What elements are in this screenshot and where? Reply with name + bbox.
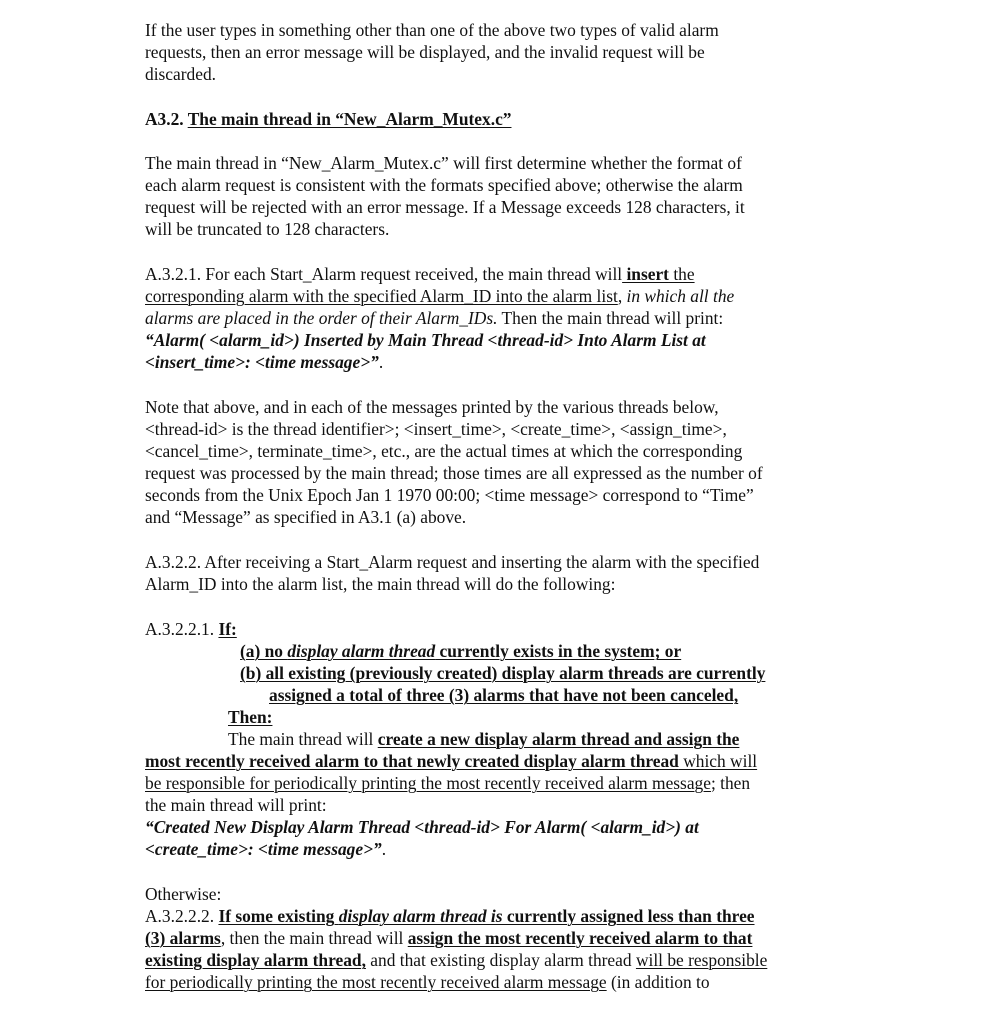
s3221-bold-2: most recently received alarm to that newly created display alarm thread	[145, 751, 679, 771]
note-line-5: seconds from the Unix Epoch Jan 1 1970 00:00; <time message> correspond to “Time”	[145, 485, 754, 505]
intro-line-3: discarded.	[145, 64, 216, 84]
s321-line-2	[145, 285, 734, 307]
note-line-4: request was processed by the main thread; those times are all expressed as the number of	[145, 463, 763, 483]
otherwise-label: Otherwise:	[145, 884, 222, 904]
s3221-underline-3: be responsible for periodically printing the most recently received alarm message	[145, 773, 711, 793]
s3222-line-4	[145, 971, 710, 993]
s321-period: .	[378, 352, 384, 372]
cond-a-3: currently exists in the system; or	[435, 641, 682, 661]
s3221-period: .	[381, 839, 387, 859]
s3221-underline-2: which will	[678, 751, 758, 771]
s3221-if: If:	[218, 619, 237, 639]
s321-line-3	[145, 307, 723, 329]
s3221-line-3	[145, 772, 750, 794]
s3222-b1: If some existing	[218, 906, 339, 926]
s321-italic: in which all the	[626, 286, 735, 306]
s3221-text-3: ; then	[710, 773, 751, 793]
s3222-u3: will be responsible	[635, 950, 768, 970]
heading-title: The main thread in “New_Alarm_Mutex.c”	[187, 109, 512, 129]
s3221-line-4: the main thread will print:	[145, 795, 327, 815]
s321-italic-2: alarms are placed in the order of their Alarm_IDs.	[145, 308, 498, 328]
s321-text: A.3.2.1. For each Start_Alarm request received, the main thread will	[145, 264, 623, 284]
s3221-cond-a	[240, 640, 681, 662]
main-line-1: The main thread in “New_Alarm_Mutex.c” will first determine whether the format of	[145, 153, 742, 173]
s321-comma: ,	[617, 286, 627, 306]
s321-message: “Alarm( <alarm_id>) Inserted by Main Thread <thread-id> Into Alarm List at	[145, 330, 706, 350]
s3222-b3: existing display alarm thread,	[145, 950, 366, 970]
cond-b-1: (b) all existing (previously created) display alarm threads are currently	[240, 663, 766, 683]
note-line-3: <cancel_time>, terminate_time>, etc., are the actual times at which the corresponding	[145, 441, 743, 461]
s3222-line-2	[145, 927, 752, 949]
s3222-b2: (3) alarms	[145, 928, 221, 948]
s321-message-2: <insert_time>: <time message>”	[145, 352, 379, 372]
s3221-message: “Created New Display Alarm Thread <thread-id> For Alarm( <alarm_id>) at	[145, 817, 699, 837]
note-line-6: and “Message” as specified in A3.1 (a) above.	[145, 507, 467, 527]
intro-line-1: If the user types in something other than one of the above two types of valid alarm	[145, 20, 719, 40]
s321-text-2: Then the main thread will print:	[497, 308, 724, 328]
note-line-2: <thread-id> is the thread identifier>; <insert_time>, <create_time>, <assign_time>,	[145, 419, 727, 439]
s321-insert: insert	[622, 264, 669, 284]
s3222-text-2: , then the main thread will	[220, 928, 408, 948]
s3222-text-3: and that existing display alarm thread	[365, 950, 632, 970]
s321-line-4	[145, 329, 706, 351]
section-heading	[145, 108, 511, 130]
s321-line-1	[145, 263, 695, 285]
s3221-line-5	[145, 816, 699, 838]
s3221-cond-b	[240, 662, 765, 684]
heading-number: A3.2.	[145, 109, 188, 129]
s3221-line-6	[145, 838, 386, 860]
s3221-bold-1: create a new display alarm thread and assign the	[377, 729, 740, 749]
s3222-label: A.3.2.2.2.	[145, 906, 219, 926]
s3222-u4: for periodically printing the most recently received alarm message	[145, 972, 607, 992]
s321-underlined: corresponding alarm with the specified Alarm_ID into the alarm list	[145, 286, 618, 306]
intro-line-2: requests, then an error message will be displayed, and the invalid request will be	[145, 42, 705, 62]
s3221-then	[228, 706, 272, 728]
s3222-b1-end: currently assigned less than three	[502, 906, 755, 926]
s322-line-1: A.3.2.2. After receiving a Start_Alarm request and inserting the alarm with the specified	[145, 552, 760, 572]
s3221-line-1	[228, 728, 739, 750]
s3221-message-2: <create_time>: <time message>”	[145, 839, 382, 859]
main-line-4: will be truncated to 128 characters.	[145, 219, 390, 239]
s3222-text-4: (in addition to	[606, 972, 710, 992]
s321-line-5	[145, 351, 383, 373]
s3221-cond-b-2	[269, 684, 738, 706]
cond-a-1: (a) no	[240, 641, 288, 661]
cond-b-2: assigned a total of three (3) alarms that have not been canceled,	[269, 685, 739, 705]
s3222-b1-italic: display alarm thread is	[338, 906, 503, 926]
s3221-label-line	[145, 618, 237, 640]
s3221-label: A.3.2.2.1.	[145, 619, 219, 639]
s3222-line-3	[145, 949, 767, 971]
s3222-b2-end: assign the most recently received alarm to that	[407, 928, 753, 948]
s321-the: the	[668, 264, 695, 284]
cond-a-2: display alarm thread	[287, 641, 436, 661]
s322-line-2: Alarm_ID into the alarm list, the main thread will do the following:	[145, 574, 616, 594]
s3221-line-2	[145, 750, 757, 772]
s3221-text-1: The main thread will	[228, 729, 378, 749]
main-line-3: request will be rejected with an error message. If a Message exceeds 128 characters, it	[145, 197, 745, 217]
note-line-1: Note that above, and in each of the messages printed by the various threads below,	[145, 397, 719, 417]
s3222-line-1	[145, 905, 755, 927]
then-label: Then:	[228, 707, 273, 727]
main-line-2: each alarm request is consistent with the formats specified above; otherwise the alarm	[145, 175, 743, 195]
